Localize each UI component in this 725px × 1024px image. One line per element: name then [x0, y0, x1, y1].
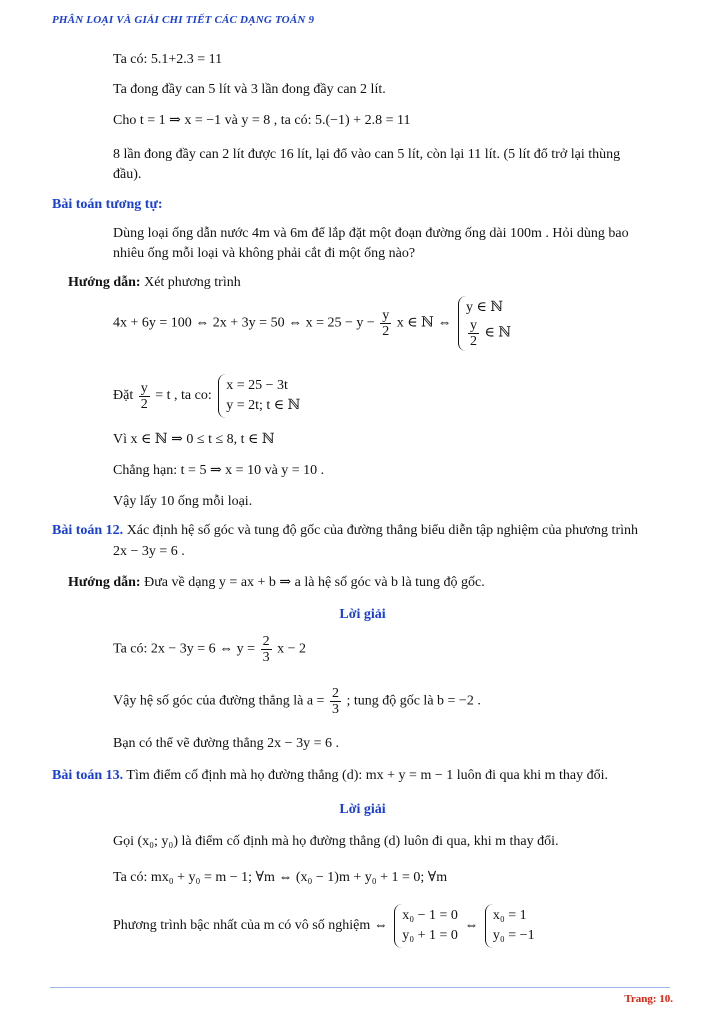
paragraph: Ta đong đầy can 5 lít và 3 lần đong đầy can 2 lít.: [113, 82, 386, 97]
paragraph: 8 lần đong đầy can 2 lít được 16 lít, lại đổ vào can 5 lít, còn lại 11 lít. (5 lít đổ trở lại thùng: [113, 147, 621, 162]
equation-system: x₀ − 1 = 0 y₀ + 1 = 0: [394, 904, 458, 948]
equation: [113, 296, 514, 351]
equation-system: y ∈ ℕ $\frac{y}{2}$ ∈ ℕ: [458, 296, 511, 351]
paragraph: đầu).: [113, 167, 142, 182]
hint-text: Xét phương trình: [140, 275, 241, 290]
equation: Vậy hệ số góc của đường thẳng là a = $\frac{2}{3}$ ; tung độ gốc là b = −2 .: [113, 686, 481, 717]
paragraph: nhiêu ống mỗi loại và không phải cắt đi một ống nào?: [113, 246, 416, 261]
paragraph: Bạn có thể vẽ đường thẳng 2x − 3y = 6 .: [113, 736, 339, 751]
hint-line: Hướng dẫn: Đưa về dạng y = ax + b ⇒ a là hệ số góc và b là tung độ gốc.: [68, 575, 485, 590]
substitution: Đặt $\frac{y}{2}$ = t , ta co: x = 25 − 3t y = 2t; t ∈ ℕ: [113, 374, 303, 418]
eq-left: 4x + 6y = 100 ⇔ 2x + 3y = 50 ⇔ x = 25 − y −: [113, 315, 375, 331]
page-header: PHÂN LOẠI VÀ GIẢI CHI TIẾT CÁC DẠNG TOÁN 9: [52, 14, 315, 26]
paragraph: Vì x ∈ ℕ ⇒ 0 ≤ t ≤ 8, t ∈ ℕ: [113, 432, 275, 447]
fraction: $\frac{2}{3}$: [331, 686, 339, 717]
paragraph: Ta có: 5.1+2.3 = 11: [113, 52, 223, 67]
section-title: Bài toán tương tự:: [52, 197, 163, 212]
paragraph: 2x − 3y = 6 .: [113, 544, 185, 559]
fraction: $\frac{2}{3}$: [262, 634, 270, 665]
footer-divider: [50, 987, 670, 988]
paragraph: Chẳng hạn: t = 5 ⇒ x = 10 và y = 10 .: [113, 463, 325, 478]
fraction: $\frac{y}{2}$: [140, 380, 148, 412]
solution-heading: Lời giải: [339, 802, 386, 817]
problem-title: Bài toán 12.: [52, 523, 124, 538]
equation: Ta có: 2x − 3y = 6 ⇔ y = $\frac{2}{3}$ x − 2: [113, 634, 306, 665]
problem-title: Bài toán 13.: [52, 768, 124, 783]
problem-13: Bài toán 13. Tìm điểm cố định mà họ đường thẳng (d): mx + y = m − 1 luôn đi qua khi m thay đổi.: [52, 768, 609, 783]
hint-line: [68, 273, 241, 293]
equation: Phương trình bậc nhất của m có vô số nghiệm ⇔ x₀ − 1 = 0 y₀ + 1 = 0 ⇔ x₀ = 1 y₀ = −1: [113, 904, 538, 948]
solution-heading: Lời giải: [339, 607, 386, 622]
equation-system: x = 25 − 3t y = 2t; t ∈ ℕ: [218, 374, 300, 418]
page-number: Trang: 10.: [624, 993, 673, 1005]
hint-label: Hướng dẫn:: [68, 275, 141, 290]
paragraph: Cho t = 1 ⇒ x = −1 và y = 8 , ta có: 5.(−1) + 2.8 = 11: [113, 113, 411, 128]
fraction: $\frac{y}{2}$: [382, 308, 390, 339]
paragraph: Gọi (x₀; y₀) là điểm cố định mà họ đường thẳng (d) luôn đi qua, khi m thay đổi.: [113, 834, 559, 849]
paragraph: Vậy lấy 10 ống mỗi loại.: [113, 494, 253, 509]
eq-mid: x ∈ ℕ ⇔: [396, 315, 452, 331]
equation-system: x₀ = 1 y₀ = −1: [485, 904, 535, 948]
paragraph: Ta có: mx₀ + y₀ = m − 1; ∀m ⇔ (x₀ − 1)m + y₀ + 1 = 0; ∀m: [113, 870, 448, 885]
paragraph: Dùng loại ống dẫn nước 4m và 6m để lắp đặt một đoạn đường ống dài 100m . Hỏi dùng bao: [113, 226, 629, 241]
problem-12: Bài toán 12. Xác định hệ số góc và tung độ gốc của đường thẳng biểu diễn tập nghiệm của phương trình: [52, 523, 638, 538]
hint-label: Hướng dẫn:: [68, 575, 141, 590]
